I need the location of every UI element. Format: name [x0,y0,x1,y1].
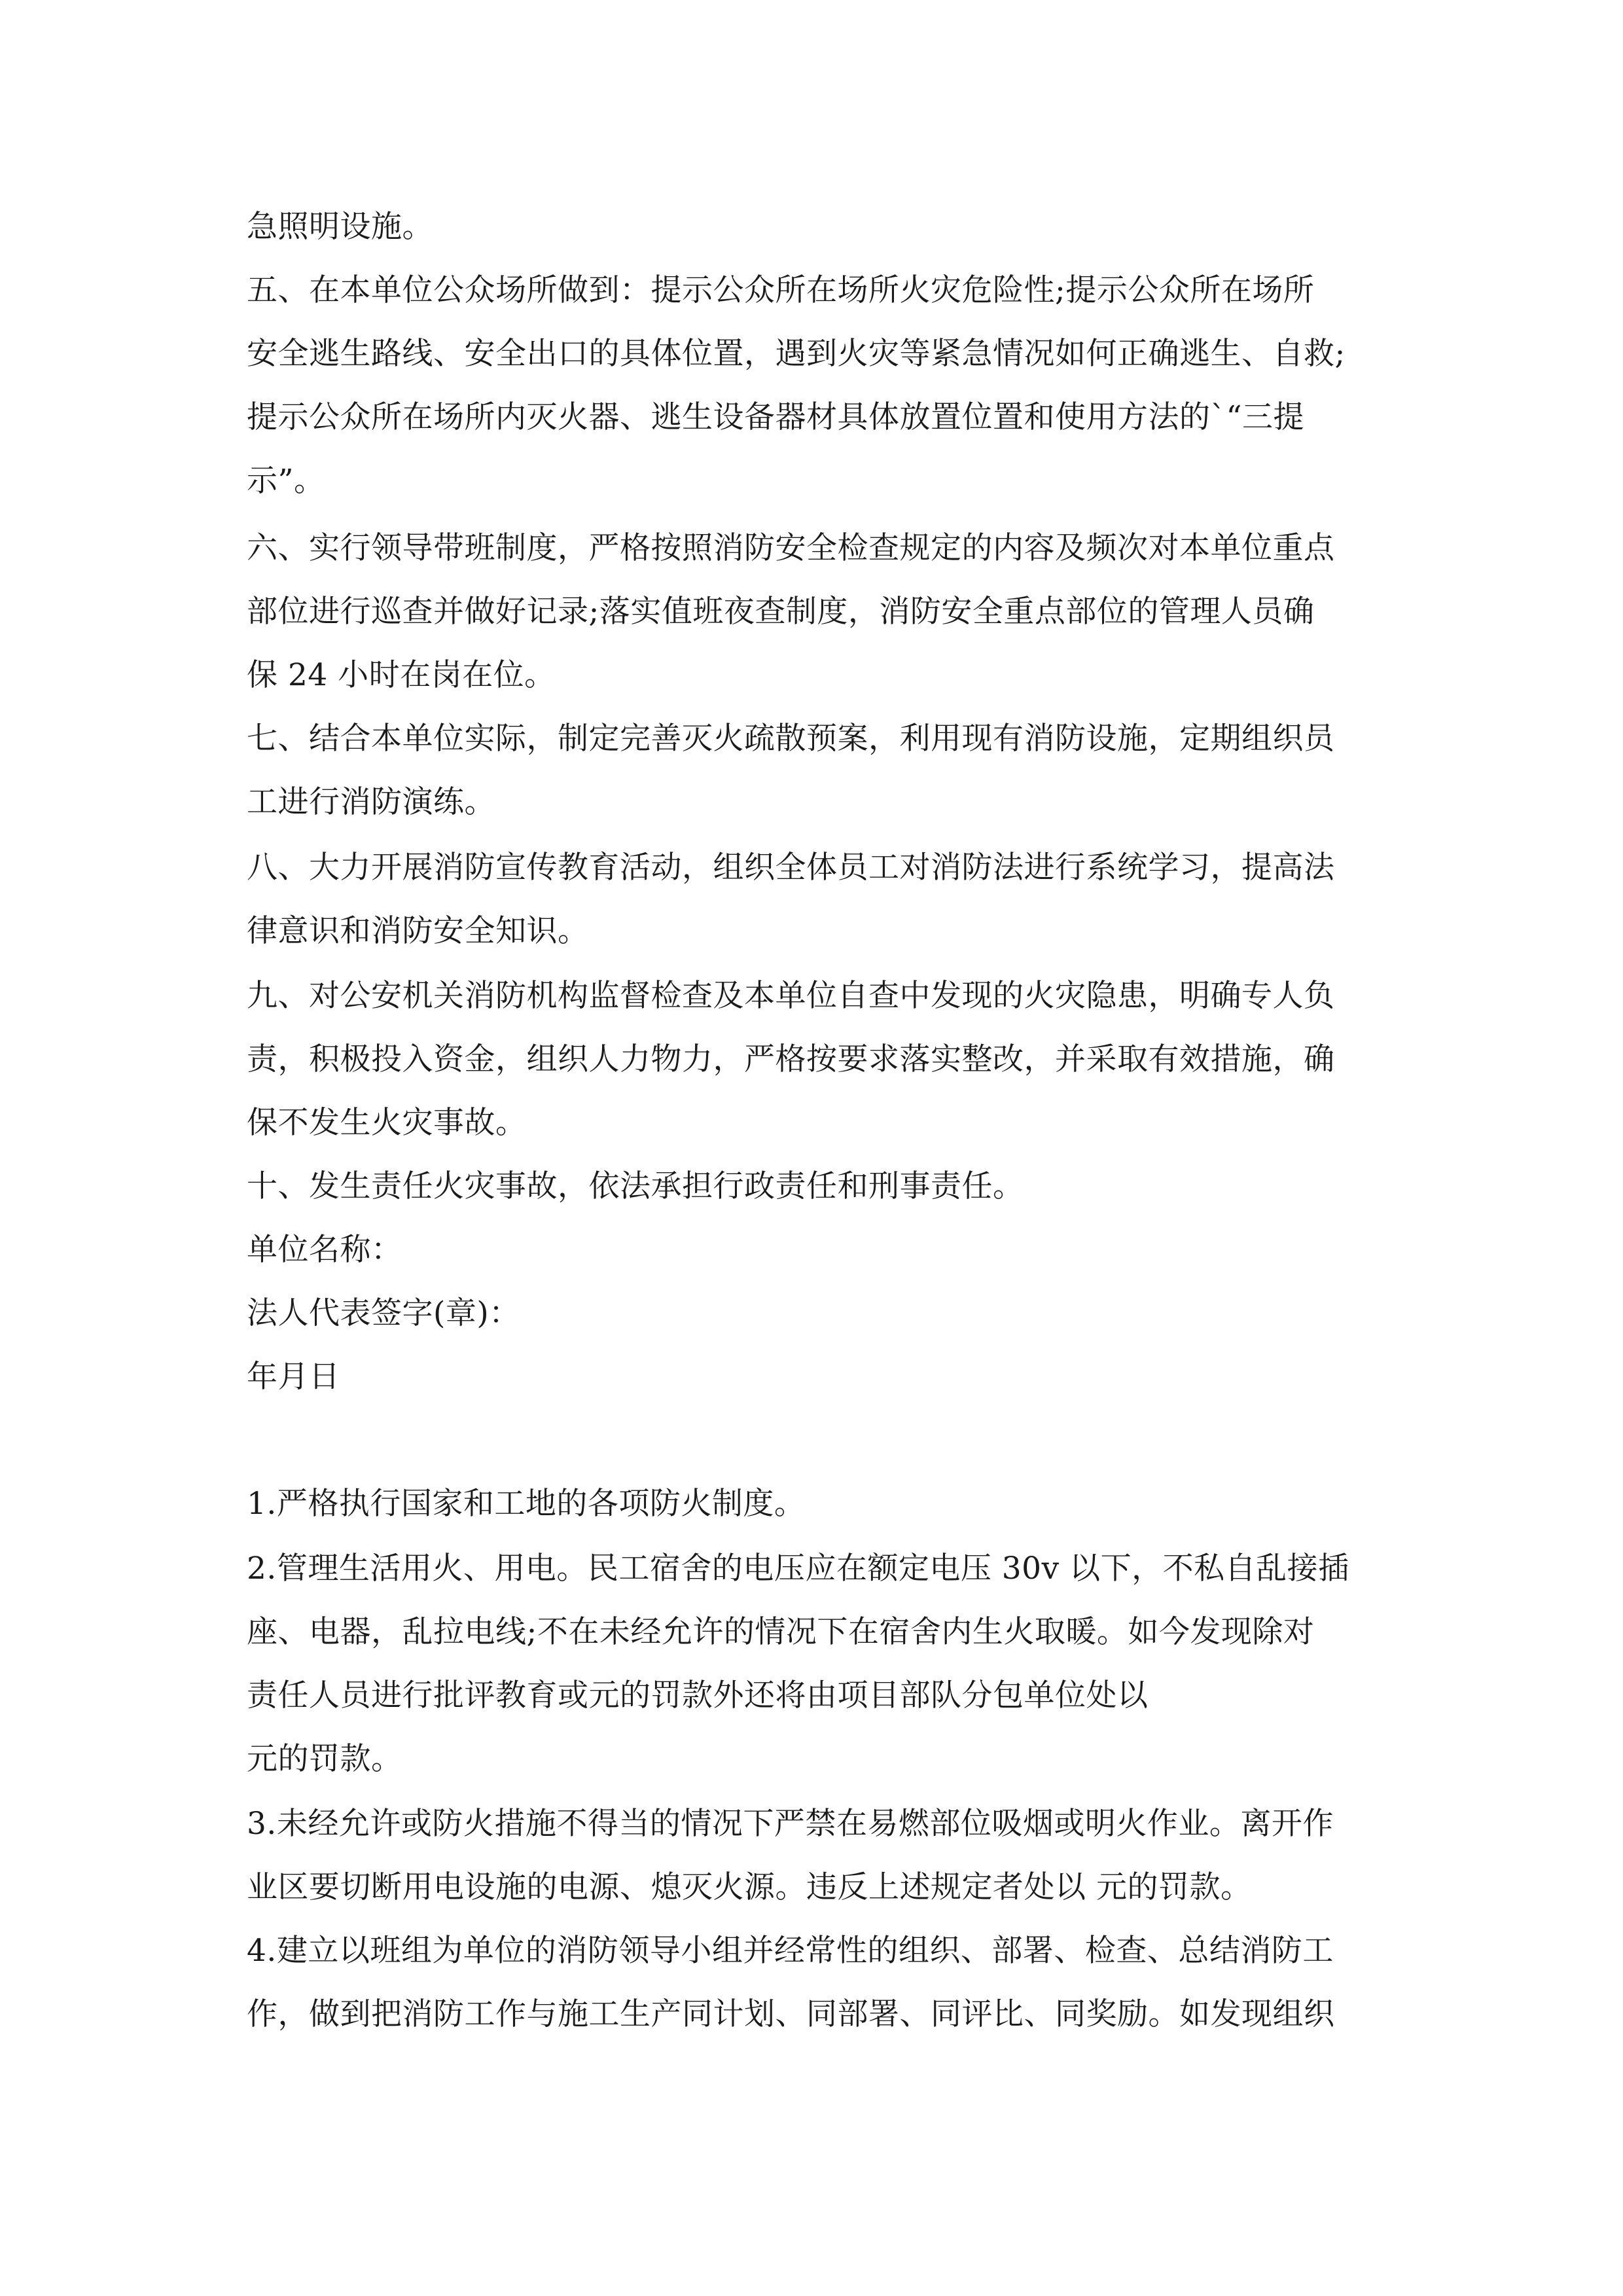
text-line: 部位进行巡查并做好记录;落实值班夜查制度，消防安全重点部位的管理人员确 [247,594,1315,630]
text-line: 安全逃生路线、安全出口的具体位置，遇到火灾等紧急情况如何正确逃生、自救; [247,336,1346,372]
text-line: 4.建立以班组为单位的消防领导小组并经常性的组织、部署、检查、总结消防工 [247,1933,1334,1969]
text-line: 六、实行领导带班制度，严格按照消防安全检查规定的内容及频次对本单位重点 [247,530,1335,566]
text-line: 责任人员进行批评教育或元的罚款外还将由项目部队分包单位处以 [247,1677,1149,1713]
text-line: 保不发生火灾事故。 [247,1105,527,1141]
text-line: 工进行消防演练。 [247,784,495,820]
text-line: 十、发生责任火灾事故，依法承担行政责任和刑事责任。 [247,1168,1024,1204]
text-line: 责，积极投入资金，组织人力物力，严格按要求落实整改，并采取有效措施，确 [247,1041,1335,1077]
text-line: 提示公众所在场所内灭火器、逃生设备器材具体放置位置和使用方法的`“三提 [247,399,1305,435]
text-line: 九、对公安机关消防机构监督检查及本单位自查中发现的火灾隐患，明确专人负 [247,978,1335,1014]
text-line: 作，做到把消防工作与施工生产同计划、同部署、同评比、同奖励。如发现组织 [247,1996,1335,2032]
text-line: 单位名称： [247,1232,402,1268]
text-line: 1.严格执行国家和工地的各项防火制度。 [247,1486,806,1522]
text-line: 八、大力开展消防宣传教育活动，组织全体员工对消防法进行系统学习，提高法 [247,850,1335,886]
text-line: 示”。 [247,463,325,499]
text-line: 律意识和消防安全知识。 [247,913,589,949]
text-line: 年月日 [247,1359,340,1395]
text-line: 元的罚款。 [247,1741,402,1777]
text-line: 五、在本单位公众场所做到：提示公众所在场所火灾危险性;提示公众所在场所 [247,272,1315,308]
text-line: 2.管理生活用火、用电。民工宿舍的电压应在额定电压 30v 以下，不私自乱接插 [247,1551,1349,1587]
text-line: 保 24 小时在岗在位。 [247,657,556,693]
text-line: 法人代表签字(章)： [247,1295,520,1331]
text-line: 业区要切断用电设施的电源、熄灭火源。违反上述规定者处以 元的罚款。 [247,1869,1252,1905]
text-line: 3.未经允许或防火措施不得当的情况下严禁在易燃部位吸烟或明火作业。离开作 [247,1806,1334,1842]
text-line: 七、结合本单位实际，制定完善灭火疏散预案，利用现有消防设施，定期组织员 [247,721,1335,757]
text-line: 急照明设施。 [247,209,433,245]
text-line: 座、电器，乱拉电线;不在未经允许的情况下在宿舍内生火取暖。如今发现除对 [247,1614,1315,1650]
